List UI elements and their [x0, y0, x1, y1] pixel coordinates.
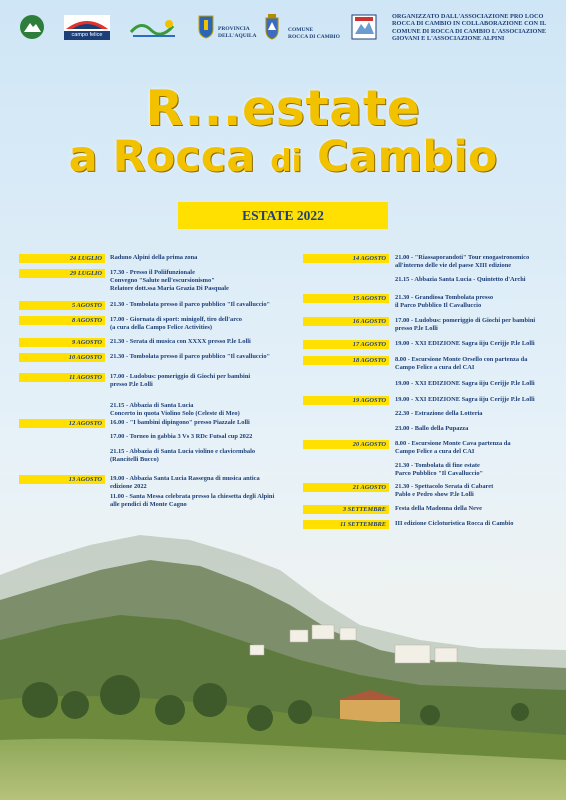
event-date: 16 AGOSTO — [303, 317, 389, 326]
event-date: 14 AGOSTO — [303, 254, 389, 263]
provincia-label: PROVINCIA DELL'AQUILA — [218, 26, 257, 39]
subtitle-part-b: Cambio — [301, 132, 498, 182]
event-date: 17 AGOSTO — [303, 340, 389, 349]
event-description: 22.30 - Estrazione della Lotteria — [395, 410, 483, 417]
event-description: 17.00 - Ludobus: pomeriggio di Giochi per bambini presso P.le Lolli — [395, 317, 536, 332]
event-description: 21.30 - Spettacolo Serata di Cabaret Pablo e Pedro show P.le Lolli — [395, 483, 494, 498]
event-description: 17.30 - Presso il Poliifunzionale Convegno "Salute nell'escursionismo" Relatore dott.ssa Maria Grazia Di Pasquale — [110, 269, 229, 292]
event-description: 21.15 - Abbazia di Santa Lucia violino e clavicembalo (Rancitelli Bucco) — [110, 448, 256, 463]
event-description: 23.00 - Ballo della Pupazza — [395, 425, 469, 432]
event-date: 12 AGOSTO — [19, 419, 105, 428]
event-date: 29 LUGLIO — [19, 269, 105, 278]
event-description: 21.30 - Tombolata presso il parco pubblico "Il cavalluccio" — [110, 353, 271, 360]
event-description: 21.15 - Abbazia di Santa Lucia Concerto in quota Violino Solo (Celeste di Meo) — [110, 402, 240, 417]
event-date: 24 LUGLIO — [19, 254, 105, 263]
subtitle — [0, 132, 566, 182]
event-date: 13 AGOSTO — [19, 475, 105, 484]
event-description: 17.00 - Torneo in gabbia 3 Vs 3 RDc Futsal cup 2022 — [110, 433, 253, 440]
estate-logo-icon — [128, 10, 180, 44]
event-description: 21.30 - Grandiosa Tombolata presso il Parco Pubblico Il Cavalluccio — [395, 294, 494, 309]
campo-felice-logo-icon — [62, 10, 112, 44]
event-description: 8.00 - Escursione Monte Orsello con partenza da Campo Felice a cura del CAI — [395, 356, 528, 371]
event-date: 8 AGOSTO — [19, 316, 105, 325]
event-date: 11 SETTEMBRE — [303, 520, 389, 529]
event-description: 21.15 - Abbazia Santa Lucia - Quintetto d'Archi — [395, 276, 526, 283]
event-description: 17.00 - Ludobus: pomeriggio di Giochi per bambini presso P.le Lolli — [110, 373, 251, 388]
event-description: 8.00 - Escursione Monte Cava partenza da Campo Felice a cura del CAI — [395, 440, 511, 455]
event-date: 10 AGOSTO — [19, 353, 105, 362]
event-date: 15 AGOSTO — [303, 294, 389, 303]
event-date: 3 SETTEMBRE — [303, 505, 389, 514]
event-description: 21.30 - Tombolata di fine estate Parco Pubblico "Il Cavalluccio" — [395, 462, 484, 477]
event-description: 16.00 - "I bambini dipingono" presso Piazzale Lolli — [110, 419, 250, 426]
provincia-shield-icon — [196, 10, 216, 44]
event-description: 21.30 - Serata di musica con XXXX presso P.le Lolli — [110, 338, 251, 345]
event-description: 11.00 - Santa Messa celebrata presso la chiesetta degli Alpini alle pendici di Monte Cagno — [110, 493, 275, 508]
event-date: 11 AGOSTO — [19, 373, 105, 382]
subtitle-di: di — [270, 144, 302, 179]
main-title: R...estate — [145, 80, 421, 137]
association-logo-icon — [350, 10, 378, 44]
comune-label: COMUNE ROCCA DI CAMBIO — [288, 27, 340, 40]
event-description: 19.00 - XXI EDIZIONE Sagra iiju Cerijje P.le Lolli — [395, 396, 535, 403]
year-banner: ESTATE 2022 — [178, 202, 388, 229]
mountain-logo-icon — [18, 10, 46, 44]
subtitle-part-a: a Rocca — [68, 132, 271, 182]
event-description: 21.30 - Tombolata presso il parco pubblico "Il cavalluccio" — [110, 301, 271, 308]
event-description: Festa della Madonna della Neve — [395, 505, 482, 512]
event-date: 21 AGOSTO — [303, 483, 389, 492]
event-description: III edizione Cicloturistica Rocca di Cambio — [395, 520, 514, 527]
campo-felice-label: campo felice — [64, 31, 110, 40]
event-description: 17.00 - Giornata di sport: minigolf, tiro dell'arco (a cura della Campo Felice Activities) — [110, 316, 243, 331]
event-date: 18 AGOSTO — [303, 356, 389, 365]
event-description: Raduno Alpini della prima zona — [110, 254, 198, 261]
event-date: 5 AGOSTO — [19, 301, 105, 310]
event-date: 9 AGOSTO — [19, 338, 105, 347]
event-date: 20 AGOSTO — [303, 440, 389, 449]
event-date: 19 AGOSTO — [303, 396, 389, 405]
comune-shield-icon — [262, 10, 282, 44]
event-description: 19.00 - XXI EDIZIONE Sagra iiju Cerijje P.le Lolli — [395, 340, 535, 347]
event-description: 19.00 - XXI EDIZIONE Sagra iiju Cerijje P.le Lolli — [395, 380, 535, 387]
organizer-text: ORGANIZZATO DALL'ASSOCIAZIONE PRO LOCO ROCCA DI CAMBIO IN COLLABORAZIONE CON IL COMUNE DI ROCCA DI CAMBIO L'ASSOCIAZIONE GIOVANI E L'ASSOCIAZIONE ALPINI — [392, 13, 547, 43]
event-description: 21.00 - "Riassaporandoti" Tour enogastronomico all'interno delle vie del paese XIII edizione — [395, 254, 530, 269]
event-description: 19.00 - Abbazia Santa Lucia Rassegna di musica antica edizione 2022 — [110, 475, 260, 490]
